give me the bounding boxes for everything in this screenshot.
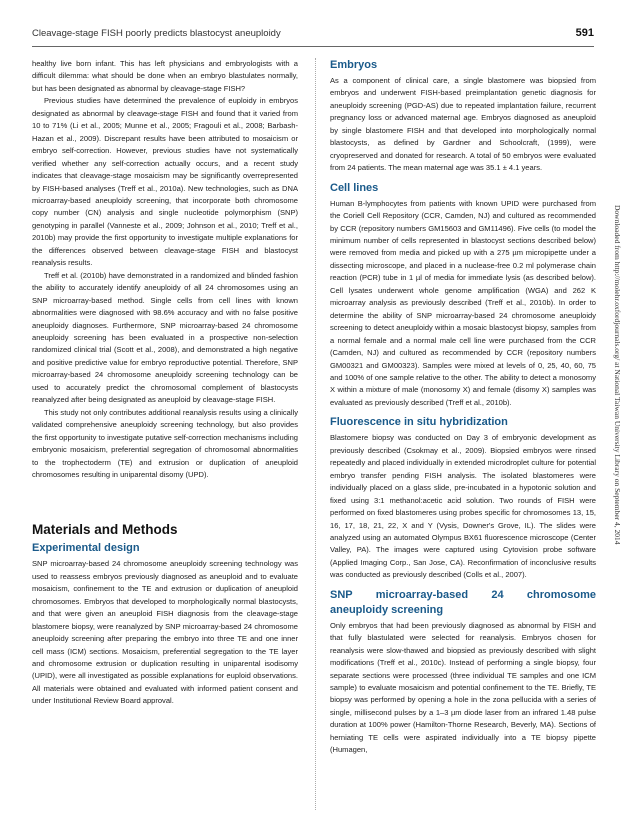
left-column (32, 58, 298, 708)
cell-lines-heading: Cell lines (330, 181, 379, 194)
methods-heading: Materials and Methods (32, 522, 178, 538)
column-separator (315, 58, 316, 810)
header-rule (32, 46, 594, 47)
fish-text: Blastomere biopsy was conducted on Day 3 of embryonic development as previously described (Csokmay et al., 2009). Biopsied embryos were rinsed repeatedly and placed individually in extended microdroplet culture for potential embryo transfer pending FISH analysis. The isolated blastomeres were individually placed on a glass slide, pre-incubated in a hypotonic solution and fixed using 3:1 methanol:acetic acid solution. Two rounds of FISH were performed on fixed blastomeres using probes specific for chromosomes 13, 15, 16, 17, 18, 21, 22, X and Y (Vysis, Downer's Grove, IL). The slides were analyzed using an automated Olympus BX61 fluorescence microscope (Center Valley, PA). The images were captured using Cytovision probe software (Applied Imaging Corp., San Jose, CA). Reconfirmation of inconclusive results was conducted as previously described (Colls et al., 2007). (330, 433, 596, 580)
cell-lines-text: Human B-lymphocytes from patients with known UPID were purchased from the Coriell Cell Repository (CCR, Camden, NJ) and cultured as recommended by CCR (repository numbers GM15603 and GM11496). Five cells (to model the minimum number of cells represented in blastocyst sections described below) were removed from media and picked up with a 275 µm micropipette under a dissecting microscope, and placed in a nuclease-free 0.2 ml polymerase chain reaction (PCR) tube in 1 µl of media for immediate lysis (as described below). Cell lysates underwent whole genome amplification (WGA) and 262 K microarray analysis as previously described (Treff et al., 2010b). In order to determine the ability of SNP microarray-based 24 chromosome aneuploidy screening to detect aneuploidy within a mosaic blastocyst biopsy, samples from a normal female and a normal male cell line were purchased from the CCR (Camden, NJ) and cultured as recommended by CCR (repository numbers GM00321 and GM00323). Samples were mixed at levels of 0, 25, 40, 60, 75 and 100% of one sample relative to the other. The ability to detect a monosomy X within a mixture of male (monosomy X) and female (disomy X) samples was evaluated as previously described (Treff et al., 2010b). (330, 198, 596, 407)
experimental-design-heading: Experimental design (32, 542, 140, 555)
experimental-design-text: SNP microarray-based 24 chromosome aneuploidy screening technology was used to reassess embryos previously diagnosed as aneuploid and to evaluate mosaicism, confinement to the TE and extrusion or duplication of aneuploid chromosomes. Embryos that developed to morphologically normal blastocysts, and that were given an aneuploid FISH diagnosis from the cleavage-stage blastomere biopsy, were reanalyzed by SNP microarray-based 24 chromosome aneuploidy screening after preparing the embryo into three TE and one inner cell mass (ICM) sections. Mosaicism, preferential segregation to the TE layer and chromosome extrusion or duplication resulting in uniparental isodisomy (UPID), were all investigated as possible explanations for euploid observations. All materials were obtained and evaluated with informed patient consent and under Institutional Review Board approval. (32, 559, 298, 706)
snp-screening-heading: SNP microarray-based 24 chromosome aneuploidy screening (330, 588, 596, 616)
side-note-text: Downloaded from http://molehr.oxfordjournals.org/ at National Taiwan University Library on September 4, 2014 (613, 205, 622, 545)
intro-paragraph-1: healthy live born infant. This has left physicians and embryologists with a difficult dilemma: what should be done when an embryo blastulates normally, but has been designated as abnormal by cleavage-stage FISH? (32, 59, 298, 93)
embryos-text: As a component of clinical care, a single blastomere was biopsied from embryos and underwent FISH-based preimplantation genetic diagnosis for aneuploidy screening (PGD-AS) due to repeated implantation failure, recurrent pregnancy loss or advanced maternal age. Embryos diagnosed as aneuploid by single blastomere FISH and that developed into morphologically normal blastocysts, as defined by Gardner and Schoolcraft, (1999), were cryopreserved and donated for research. A total of 50 embryos were evaluated from 24 patients. The mean maternal age was 35.1 ± 4.1 years. (330, 76, 596, 173)
fish-heading: Fluorescence in situ hybridization (330, 416, 508, 429)
running-title: Cleavage-stage FISH poorly predicts blastocyst aneuploidy (32, 28, 281, 39)
download-side-note (610, 205, 624, 625)
page-number: 591 (575, 27, 594, 39)
intro-paragraph-2: Previous studies have determined the prevalence of euploidy in embryos designated as abnormal by cleavage-stage FISH and found that it varied from 10 to 71% (Li et al., 2005; Munne et al., 2005; Fragouli et al., 2008; Barbash-Hazan et al., 2009). Discrepant results have been attributed to mosaicism or embryo self-correction. However, previous studies have not systematically verified whether any self-correction actually occurs, and a recent study indicates that cleavage-stage mosaicism may be significantly overrepresented by FISH-based analyses (Treff et al., 2010a). New technologies, such as DNA microarray-based aneuploidy screening, that incorporate both chromosome copy number (CN) analysis and single nucleotide polymorphism (SNP) genotyping in parallel (Vanneste et al., 2009; Johnson et al., 2010; Treff et al., 2010b) may provide the first opportunity to investigate multiple explanations for the differences observed between cleavage-stage FISH and blastocyst reanalysis results. (32, 96, 298, 268)
running-header (32, 28, 594, 39)
intro-paragraph-3: Treff et al. (2010b) have demonstrated in a randomized and blinded fashion the ability to accurately identify aneuploidy of all 24 chromosomes using an SNP microarray-based method. Single cells from cell lines with known abnormalities were diagnosed with 98.6% accuracy and with no false positive aneuploidy diagnoses. Furthermore, SNP microarray-based 24 chromosome aneuploidy screening has been evaluated in a prospective non-selection randomized clinical trial (Scott et al., 2008), and demonstrated a high negative and positive predictive value for embryo reproductive potential. Therefore, SNP microarray-based 24 chromosome aneuploidy screening technology can be used to accurately predict the chromosomal complement of blastocysts reanalyzed after being designated as aneuploid by cleavage-stage FISH. (32, 270, 298, 405)
embryos-heading: Embryos (330, 59, 378, 71)
intro-paragraph-4: This study not only contributes additional reanalysis results using a clinically validated comprehensive aneuploidy screening technology, but also provides the first opportunity to investigate putative self-correction mechanisms including embryonic mosaicism, preferential segregation of chromosomal abnormalities to the trophectoderm (TE) and extrusion or duplication of aneuploid chromosomes resulting in uniparental disomy (UPD). (32, 407, 298, 479)
right-column (330, 58, 596, 757)
snp-screening-text: Only embryos that had been previously diagnosed as abnormal by FISH and that fully blastulated were selected for reanalysis. Embryos chosen for reanalysis were slow-thawed and biopsied as previously described with slight modifications (Treff et al., 2010c). Instead of performing a single biopsy, four separate sections were processed (three individual TE samples and one ICM sample) to evaluate mosaicism and potential confinement to the TE. Briefly, TE biopsy was performed by opening a hole in the zona pellucida with a series of single, millisecond pulses by a 1–3 µm diode laser from an infrared 1.48 pulse duration at 100% power (Hamilton-Thorne Research, Beverly, MA). Sections of herniating TE cells were aspirated individually into a TE biopsy pipette (Humagen, (330, 620, 596, 755)
